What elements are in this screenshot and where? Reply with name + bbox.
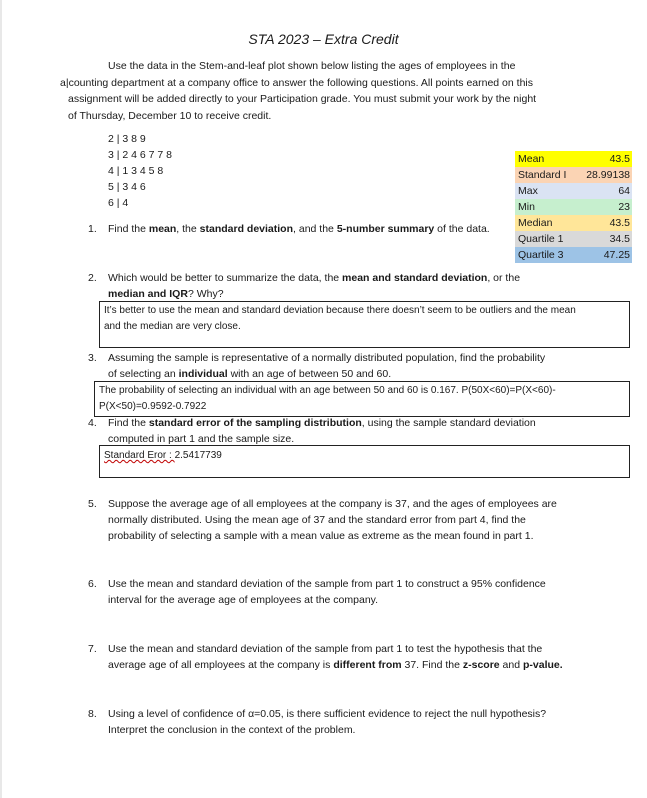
question-text: Use the mean and standard deviation of the sample from part 1 to construct a 95% confidence interval for the average age of employees at the company.: [108, 578, 546, 606]
question-7: [88, 641, 608, 673]
question-text: Which would be better to summarize the data, the mean and standard deviation, or the median and IQR? Why?: [108, 272, 521, 300]
question-number: 3.: [88, 352, 97, 364]
answer-box-3[interactable]: [94, 381, 630, 417]
stat-value: 23: [618, 201, 630, 213]
intro-line-1: Use the data in the Stem-and-leaf plot shown below listing the ages of employees in the: [108, 60, 516, 72]
answer-box-4[interactable]: [99, 445, 630, 478]
stat-label: Mean: [518, 153, 545, 165]
question-number: 2.: [88, 272, 97, 284]
stat-row-median: [515, 215, 632, 231]
stem-leaf-row: 6 | 4: [108, 197, 129, 209]
summary-statistics-table: [515, 151, 632, 263]
stem-leaf-row: 3 | 2 4 6 7 7 8: [108, 149, 173, 161]
answer-line: It’s better to use the mean and standard deviation because there doesn’t seem to be outliers and the mean: [104, 305, 576, 316]
stat-row-max: [515, 183, 632, 199]
question-2: [88, 270, 608, 302]
question-number: 5.: [88, 498, 97, 510]
question-number: 8.: [88, 708, 97, 720]
document-title: STA 2023 – Extra Credit: [248, 31, 399, 47]
answer-line: P(X<50)=0.9592-0.7922: [99, 401, 207, 412]
answer-line: The probability of selecting an individual with an age between 50 and 60 is 0.167. P(50X<60)=P(X<60)-: [99, 385, 556, 396]
stat-row-min: [515, 199, 632, 215]
stem-leaf-row: 5 | 3 4 6: [108, 181, 146, 193]
stat-label: Min: [518, 201, 535, 213]
question-4: [88, 415, 608, 447]
stat-row-quartile-3: [515, 247, 632, 263]
question-number: 6.: [88, 578, 97, 590]
stat-value: 64: [618, 185, 630, 197]
question-number: 4.: [88, 417, 97, 429]
intro-line-3: assignment will be added directly to your Participation grade. You must submit your work by the night: [68, 93, 537, 105]
stat-value: 43.5: [609, 217, 630, 229]
intro-line-4: of Thursday, December 10 to receive credit.: [68, 109, 272, 122]
stat-label: Quartile 1: [518, 233, 564, 245]
stem-leaf-row: 2 | 3 8 9: [108, 133, 146, 145]
stat-label: Median: [518, 217, 553, 229]
answer-value: 2.5417739: [174, 450, 222, 461]
question-5: [88, 496, 608, 544]
stat-row-quartile-1: [515, 231, 632, 247]
question-text: Find the standard error of the sampling distribution, using the sample standard deviation computed in part 1 and the sample size.: [108, 417, 536, 445]
question-text: Find the mean, the standard deviation, and the 5-number summary of the data.: [108, 223, 490, 235]
stat-value: 43.5: [609, 153, 630, 165]
question-text: Assuming the sample is representative of a normally distributed population, find the probability of selecting an individual with an age of between 50 and 60.: [108, 352, 546, 380]
intro-line-2: a|counting department at a company office to answer the following questions. All points earned on this: [60, 76, 533, 89]
answer-label: Standard Eror :: [104, 450, 175, 461]
stem-leaf-row: 4 | 1 3 4 5 8: [108, 165, 164, 177]
question-text: Suppose the average age of all employees at the company is 37, and the ages of employees are normally distributed. Using the mean age of 37 and the standard error from part 4, find the probability of selecting a sample with a mean value as extreme as the mean found in part 1.: [108, 498, 557, 542]
answer-line: and the median are very close.: [104, 321, 241, 332]
intro-paragraph: [60, 58, 598, 124]
stat-row-standard-deviation: [515, 167, 632, 183]
question-6: [88, 576, 608, 608]
page-left-edge: [0, 0, 2, 798]
stat-value: 28.99138: [586, 169, 630, 181]
stat-value: 34.5: [609, 233, 630, 245]
question-8: [88, 706, 608, 738]
question-text: Using a level of confidence of α=0.05, is there sufficient evidence to reject the null hypothesis? Interpret the conclusion in the context of the problem.: [108, 708, 547, 736]
question-1: [88, 221, 528, 237]
question-number: 7.: [88, 643, 97, 655]
question-3: [88, 350, 608, 382]
stat-value: 47.25: [603, 249, 630, 261]
stat-label: Standard I: [518, 169, 567, 181]
question-text: Use the mean and standard deviation of the sample from part 1 to test the hypothesis that the average age of all employees at the company is different from 37. Find the z-score and p-value.: [108, 643, 563, 671]
answer-box-2[interactable]: [99, 301, 630, 348]
stat-label: Max: [518, 185, 538, 197]
stat-row-mean: [515, 151, 632, 167]
stat-label: Quartile 3: [518, 249, 564, 261]
question-number: 1.: [88, 223, 97, 235]
